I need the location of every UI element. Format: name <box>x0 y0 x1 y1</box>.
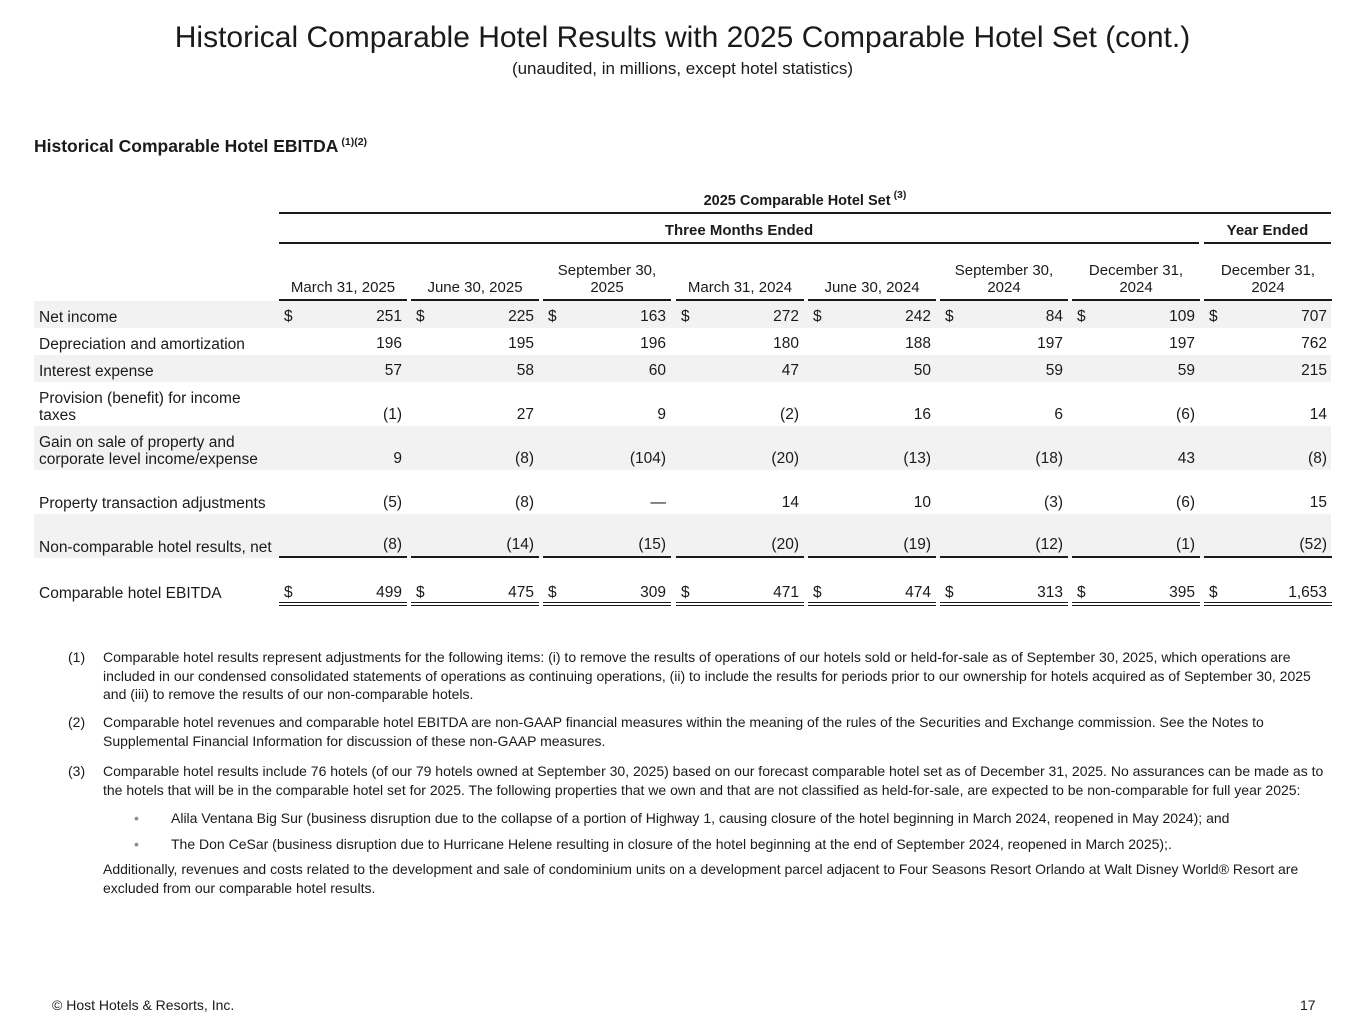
cell-value: 474 <box>905 584 931 601</box>
table-cell <box>411 494 539 514</box>
cell-value: 59 <box>1177 362 1195 379</box>
table-cell <box>808 538 936 558</box>
cell-value: (14) <box>506 536 534 553</box>
year-ended-header: Year Ended <box>1204 220 1331 244</box>
footnote <box>68 648 1330 704</box>
cell-value: 499 <box>376 584 402 601</box>
table-cell <box>940 406 1068 426</box>
cell-value: (1) <box>383 406 402 423</box>
table-cell <box>279 450 407 470</box>
table-cell <box>1072 450 1200 470</box>
row-label: Net income <box>39 309 118 326</box>
section-heading-footnote-refs: (1)(2) <box>341 136 368 148</box>
cell-value: 50 <box>913 362 931 379</box>
cell-value: 707 <box>1301 308 1327 325</box>
table-cell <box>1072 362 1200 382</box>
table-cell <box>1204 308 1332 328</box>
table-cell <box>1072 335 1200 355</box>
table-cell <box>940 494 1068 514</box>
cell-value: 10 <box>913 494 931 511</box>
cell-value: 242 <box>905 308 931 325</box>
table-cell <box>808 406 936 426</box>
table-cell <box>676 538 804 558</box>
table-cell <box>676 450 804 470</box>
total-row <box>34 578 1331 606</box>
cell-value: 9 <box>657 406 666 423</box>
dollar-sign: $ <box>813 308 822 325</box>
table-cell <box>1072 406 1200 426</box>
total-cell <box>808 582 936 606</box>
dollar-sign: $ <box>1209 308 1218 325</box>
comparable-set-header-text: 2025 Comparable Hotel Set <box>703 193 891 209</box>
bullet-icon: • <box>134 810 139 826</box>
bullet-icon: • <box>134 836 139 852</box>
bullet-text: The Don CeSar (business disruption due to Hurricane Helene resulting in closure of the hotel beginning at the end of September 2024, reopened in March 2025);. <box>171 836 1172 852</box>
cell-value: (20) <box>771 450 799 467</box>
cell-value: 58 <box>516 362 534 379</box>
dollar-sign: $ <box>416 584 425 601</box>
column-header: June 30, 2024 <box>808 258 936 301</box>
table-row <box>34 514 1331 558</box>
cell-value: 313 <box>1037 584 1063 601</box>
table-cell <box>676 308 804 328</box>
cell-value: (6) <box>1176 494 1195 511</box>
cell-value: 196 <box>640 335 666 352</box>
table-cell <box>543 308 671 328</box>
table-row <box>34 470 1331 514</box>
table-cell <box>940 335 1068 355</box>
table-row <box>34 382 1331 426</box>
table-cell <box>940 362 1068 382</box>
table-cell <box>279 335 407 355</box>
table-cell <box>1204 335 1332 355</box>
footnote-number: (3) <box>68 763 86 779</box>
table-cell <box>411 450 539 470</box>
cell-value: (104) <box>629 450 666 467</box>
table-cell <box>1072 538 1200 558</box>
cell-value: 272 <box>773 308 799 325</box>
cell-value: 163 <box>640 308 666 325</box>
bullet-text: Alila Ventana Big Sur (business disruption due to the collapse of a portion of Highway 1, causing closure of the hotel beginning in March 2024, reopened in May 2024); and <box>171 810 1230 826</box>
cell-value: (19) <box>903 536 931 553</box>
cell-value: 59 <box>1045 362 1063 379</box>
table-cell <box>676 406 804 426</box>
table-cell <box>1072 308 1200 328</box>
cell-value: 225 <box>508 308 534 325</box>
three-months-header: Three Months Ended <box>279 220 1199 244</box>
cell-value: 197 <box>1037 335 1063 352</box>
dollar-sign: $ <box>548 308 557 325</box>
cell-value: 197 <box>1169 335 1195 352</box>
cell-value: (52) <box>1299 536 1327 553</box>
table-cell <box>279 538 407 558</box>
cell-value: 395 <box>1169 584 1195 601</box>
column-header: September 30, 2024 <box>940 258 1068 301</box>
table-cell <box>676 335 804 355</box>
table-row <box>34 355 1331 382</box>
bullet-item <box>134 809 1324 828</box>
table-cell <box>543 362 671 382</box>
table-cell <box>808 362 936 382</box>
dollar-sign: $ <box>548 584 557 601</box>
table-cell <box>279 308 407 328</box>
footnote-text: Comparable hotel results include 76 hotels (of our 79 hotels owned at September 30, 2025) based on our forecast comparable hotel set as of December 31, 2025. No assurances can be made as to the hotels that will be in the comparable hotel set for 2025. The following properties that we own and that are not classified as held-for-sale, are expected to be non-comparable for full year 2025: <box>103 763 1324 798</box>
dollar-sign: $ <box>284 308 293 325</box>
cell-value: 84 <box>1045 308 1063 325</box>
table-cell <box>411 335 539 355</box>
footnote-text: Comparable hotel results represent adjustments for the following items: (i) to remove the results of operations of our hotels sold or held-for-sale as of September 30, 2025, which operations are included in our condensed consolidated statements of operations as continuing operations, (ii) to include the results for periods prior to our ownership for hotels acquired as of September 30, 2025 and (iii) to remove the results of our non-comparable hotels. <box>103 649 1311 702</box>
dollar-sign: $ <box>1077 308 1086 325</box>
cell-value: 14 <box>781 494 799 511</box>
column-header: March 31, 2024 <box>676 258 804 301</box>
dollar-sign: $ <box>416 308 425 325</box>
cell-value: 180 <box>773 335 799 352</box>
cell-value: (5) <box>383 494 402 511</box>
section-heading <box>34 134 367 161</box>
table-cell <box>1204 538 1332 558</box>
section-heading-text: Historical Comparable Hotel EBITDA <box>34 136 339 156</box>
table-cell <box>808 335 936 355</box>
dollar-sign: $ <box>1209 584 1218 601</box>
column-header: June 30, 2025 <box>411 258 539 301</box>
total-cell <box>1204 582 1332 606</box>
footnote <box>68 762 1330 799</box>
comparable-set-header-ref: (3) <box>893 189 907 201</box>
cell-value: (8) <box>383 536 402 553</box>
row-label: Interest expense <box>39 363 154 380</box>
cell-value: (1) <box>1176 536 1195 553</box>
dollar-sign: $ <box>681 308 690 325</box>
cell-value: 188 <box>905 335 931 352</box>
dollar-sign: $ <box>284 584 293 601</box>
row-label: Comparable hotel EBITDA <box>39 585 222 602</box>
cell-value: 762 <box>1301 335 1327 352</box>
table-row <box>34 301 1331 328</box>
table-cell <box>543 494 671 514</box>
table-cell <box>279 406 407 426</box>
cell-value: (8) <box>1308 450 1327 467</box>
comparable-set-header <box>279 190 1331 214</box>
cell-value: (13) <box>903 450 931 467</box>
table-cell <box>1204 406 1332 426</box>
dollar-sign: $ <box>681 584 690 601</box>
footer-copyright: © Host Hotels & Resorts, Inc. <box>52 997 235 1013</box>
row-label: Property transaction adjustments <box>39 495 266 512</box>
cell-value: (18) <box>1035 450 1063 467</box>
cell-value: (12) <box>1035 536 1063 553</box>
table-cell <box>411 308 539 328</box>
column-header: December 31, 2024 <box>1072 258 1200 301</box>
column-header: September 30, 2025 <box>543 258 671 301</box>
total-cell <box>411 582 539 606</box>
cell-value: 475 <box>508 584 534 601</box>
cell-value: 195 <box>508 335 534 352</box>
cell-value: (3) <box>1044 494 1063 511</box>
dollar-sign: $ <box>1077 584 1086 601</box>
cell-value: 60 <box>648 362 666 379</box>
total-cell <box>940 582 1068 606</box>
additional-note <box>68 860 1330 897</box>
cell-value: 9 <box>393 450 402 467</box>
cell-value: 15 <box>1309 494 1327 511</box>
table-cell <box>808 308 936 328</box>
cell-value: 47 <box>781 362 799 379</box>
cell-value: 27 <box>516 406 534 423</box>
table-cell <box>808 450 936 470</box>
table-cell <box>676 362 804 382</box>
cell-value: 309 <box>640 584 666 601</box>
table-cell <box>1204 450 1332 470</box>
total-cell <box>279 582 407 606</box>
table-cell <box>543 406 671 426</box>
table-cell <box>543 450 671 470</box>
total-cell <box>543 582 671 606</box>
column-header: December 31, 2024 <box>1204 258 1332 301</box>
total-cell <box>676 582 804 606</box>
page-subtitle: (unaudited, in millions, except hotel statistics) <box>511 59 854 78</box>
cell-value: 14 <box>1309 406 1327 423</box>
table-cell <box>279 494 407 514</box>
cell-value: (8) <box>515 494 534 511</box>
row-label: Provision (benefit) for income taxes <box>39 390 241 424</box>
table-cell <box>676 494 804 514</box>
additional-note-text: Additionally, revenues and costs related to the development and sale of condominium units on a development parcel adjacent to Four Seasons Resort Orlando at Walt Disney World® Resort are excluded from our comparable hotel results. <box>103 861 1299 896</box>
cell-value: (15) <box>638 536 666 553</box>
cell-value: (20) <box>771 536 799 553</box>
total-cell <box>1072 582 1200 606</box>
table-cell <box>543 538 671 558</box>
dollar-sign: $ <box>945 308 954 325</box>
cell-value: 43 <box>1177 450 1195 467</box>
page-number: 17 <box>1300 997 1316 1013</box>
table-cell <box>279 362 407 382</box>
cell-value: (6) <box>1176 406 1195 423</box>
bullet-item <box>134 835 1324 854</box>
footnote-text: Comparable hotel revenues and comparable hotel EBITDA are non-GAAP financial measures within the meaning of the rules of the Securities and Exchange commission. See the Notes to Supplemental Financial Information for discussion of these non-GAAP measures. <box>103 714 1264 749</box>
footnote-number: (2) <box>68 714 86 730</box>
table-cell <box>940 450 1068 470</box>
table-cell <box>411 362 539 382</box>
cell-value: 215 <box>1301 362 1327 379</box>
column-header: March 31, 2025 <box>279 258 407 301</box>
table-cell <box>1204 494 1332 514</box>
footnote <box>68 713 1330 750</box>
table-cell <box>940 308 1068 328</box>
cell-value: 16 <box>913 406 931 423</box>
table-cell <box>1072 494 1200 514</box>
dollar-sign: $ <box>945 584 954 601</box>
cell-value: 109 <box>1169 308 1195 325</box>
cell-value: (8) <box>515 450 534 467</box>
row-label: Gain on sale of property and corporate level income/expense <box>39 434 258 468</box>
row-label: Depreciation and amortization <box>39 336 245 353</box>
cell-value: 57 <box>384 362 402 379</box>
cell-value: 6 <box>1054 406 1063 423</box>
dollar-sign: $ <box>813 584 822 601</box>
page-title: Historical Comparable Hotel Results with 2025 Comparable Hotel Set (cont.) <box>174 21 1191 54</box>
table-cell <box>411 538 539 558</box>
row-label: Non-comparable hotel results, net <box>39 539 272 556</box>
cell-value: 251 <box>376 308 402 325</box>
table-cell <box>543 335 671 355</box>
cell-value: 471 <box>773 584 799 601</box>
cell-value: — <box>650 494 666 511</box>
cell-value: 1,653 <box>1288 584 1327 601</box>
table-row <box>34 328 1331 355</box>
cell-value: 196 <box>376 335 402 352</box>
table-cell <box>1204 362 1332 382</box>
cell-value: (2) <box>780 406 799 423</box>
table-cell <box>411 406 539 426</box>
footnote-number: (1) <box>68 649 86 665</box>
table-row <box>34 426 1331 470</box>
table-cell <box>940 538 1068 558</box>
table-cell <box>808 494 936 514</box>
